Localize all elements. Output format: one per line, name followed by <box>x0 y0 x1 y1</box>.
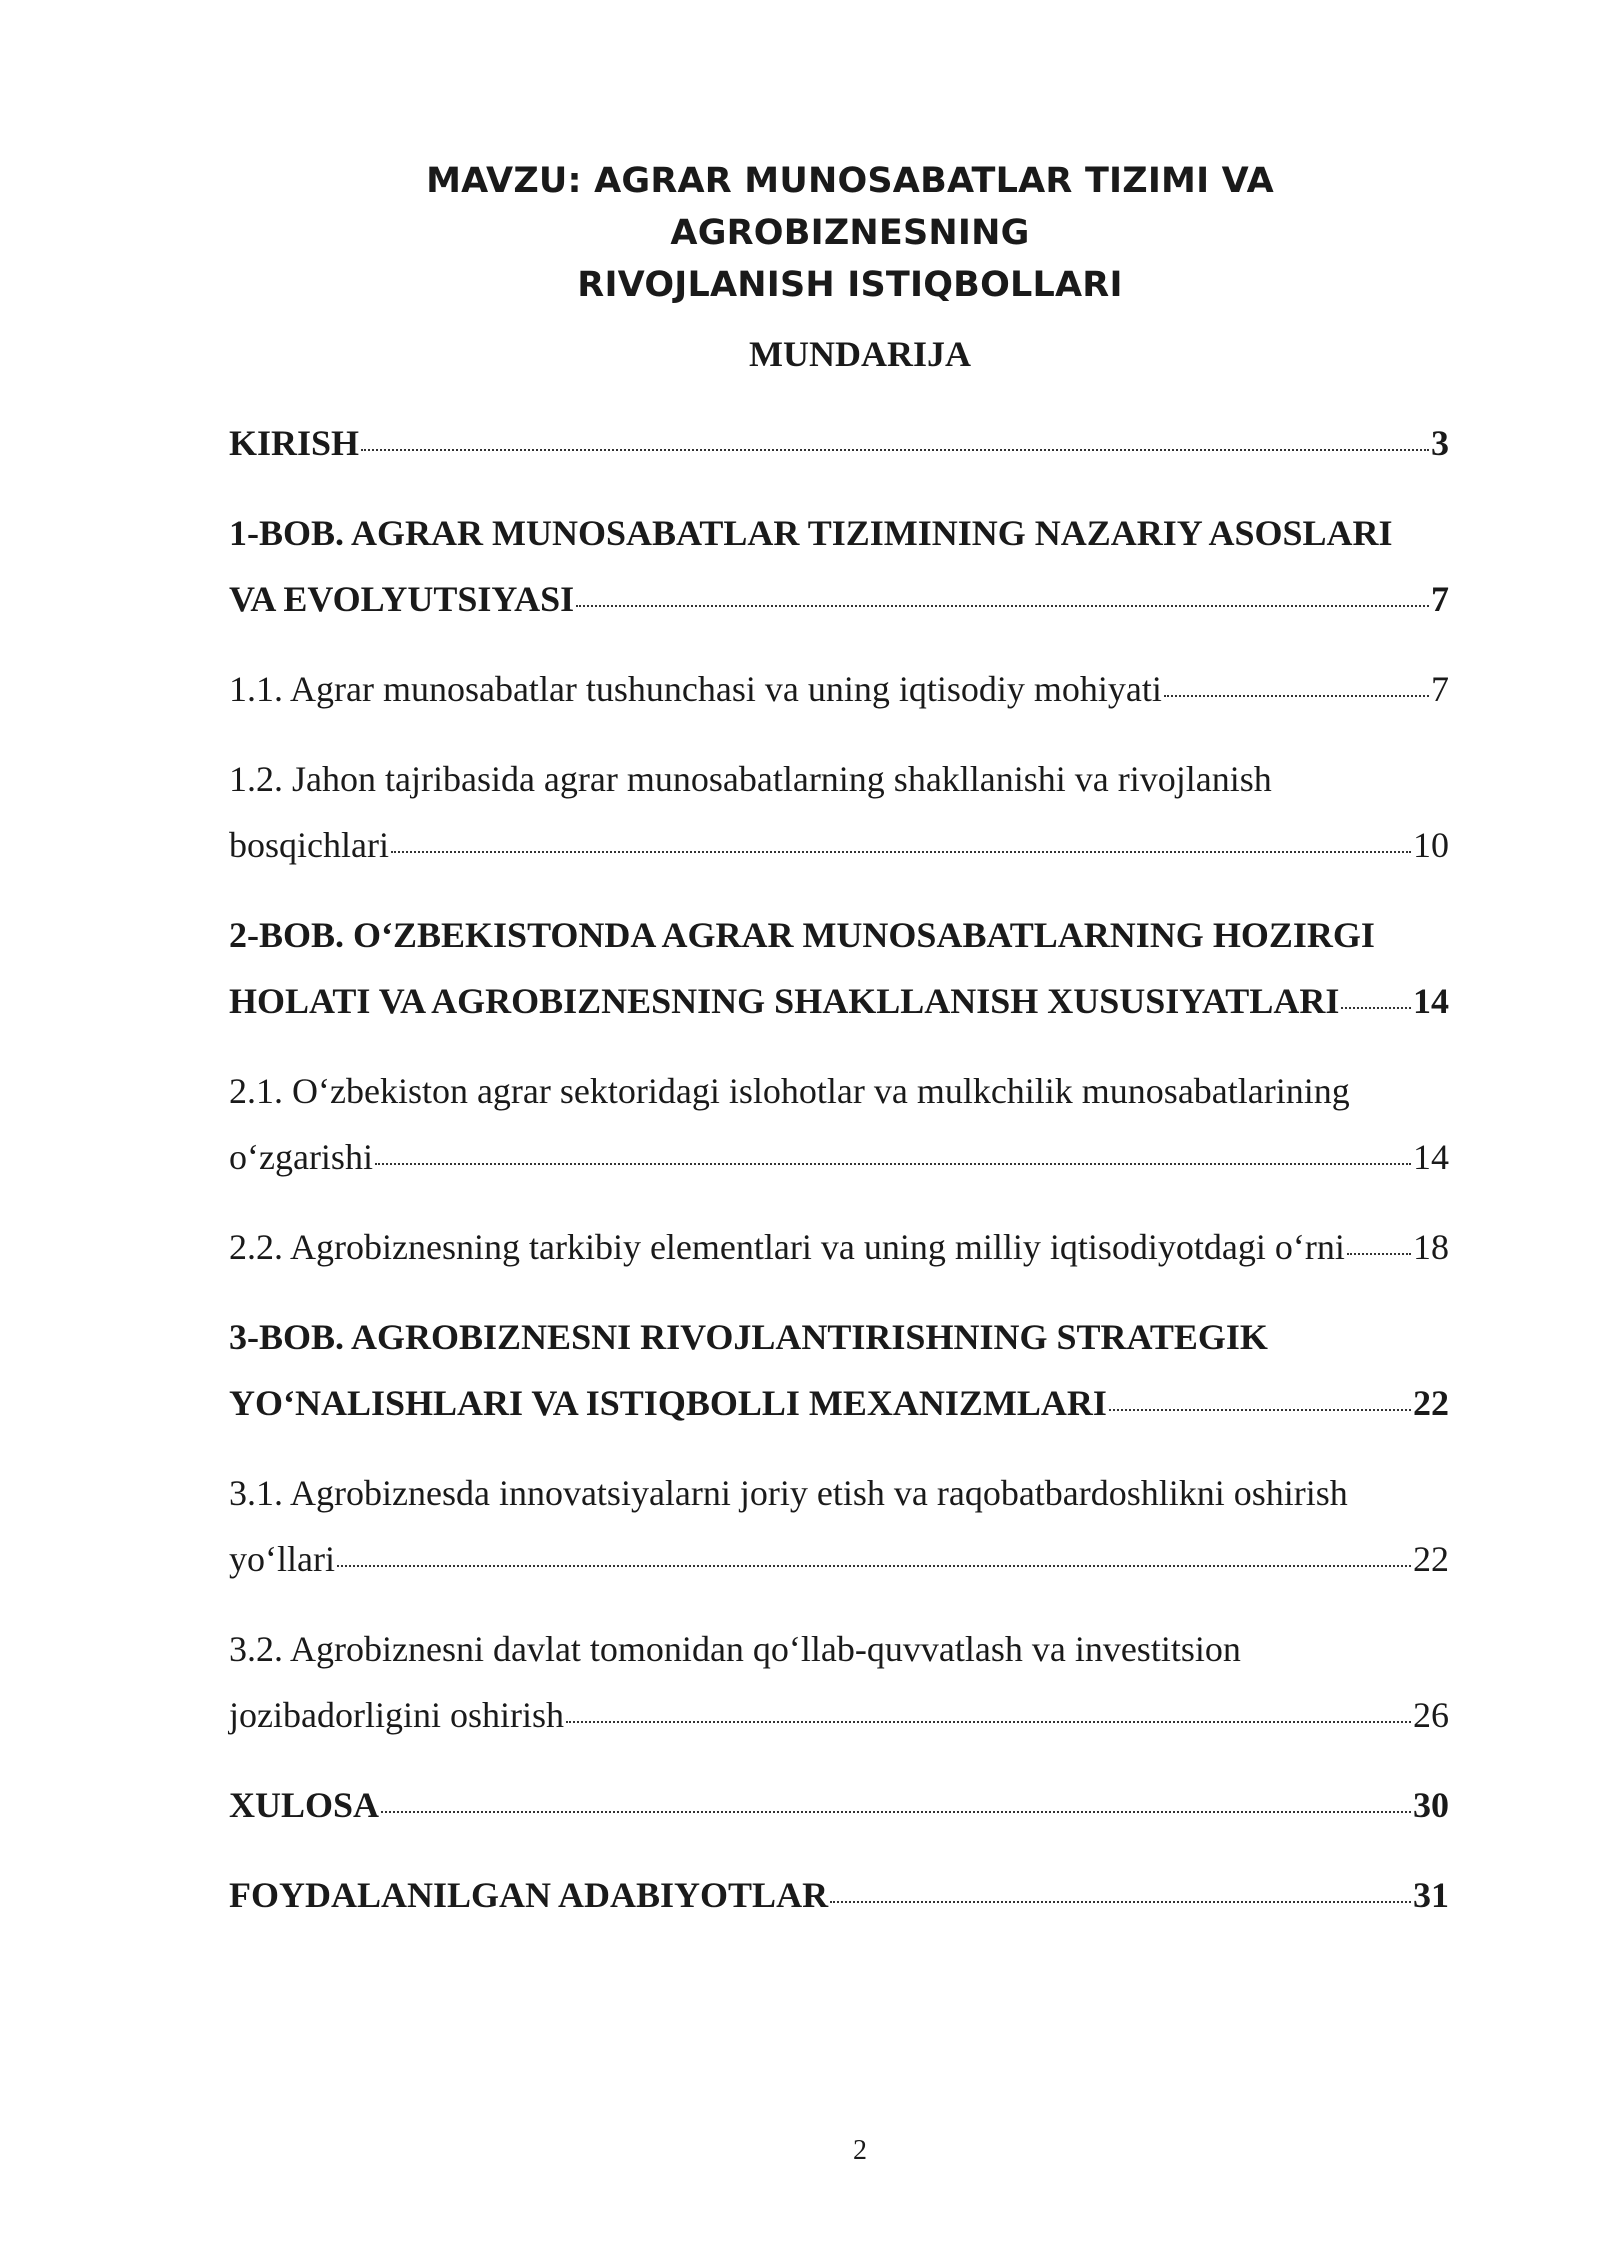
toc-page-number: 26 <box>1413 1695 1449 1735</box>
toc-entry-section-2-2[interactable] <box>229 1214 1449 1280</box>
toc-entry-text: 1.1. Agrar munosabatlar tushunchasi va uning iqtisodiy mohiyati <box>229 669 1162 709</box>
toc-entry-text-line-1: 1-BOB. AGRAR MUNOSABATLAR TIZIMINING NAZARIY ASOSLARI <box>229 513 1393 553</box>
toc-page-number: 22 <box>1413 1383 1449 1423</box>
toc-entry-text-line-2: jozibadorligini oshirish <box>229 1695 564 1735</box>
document-title-line-1: MAVZU: AGRAR MUNOSABATLAR TIZIMI VA AGROBIZNESNING <box>426 161 1274 253</box>
toc-entry-text-line-2: yo‘llari <box>229 1539 335 1579</box>
dot-leader <box>830 1901 1411 1903</box>
dot-leader <box>391 851 1411 853</box>
toc-heading: MUNDARIJA <box>749 334 971 374</box>
dot-leader <box>375 1163 1411 1165</box>
toc-page-number: 31 <box>1413 1875 1449 1915</box>
toc-page-number: 10 <box>1413 825 1449 865</box>
dot-leader <box>1341 1007 1411 1009</box>
dot-leader <box>381 1811 1411 1813</box>
toc-entry-kirish[interactable] <box>229 410 1449 476</box>
dot-leader <box>361 449 1429 451</box>
toc-entry-section-1-1[interactable] <box>229 656 1449 722</box>
toc-page-number: 18 <box>1413 1227 1449 1267</box>
toc-entry-section-1-2[interactable] <box>229 746 1449 878</box>
toc-entry-text-line-1: 1.2. Jahon tajribasida agrar munosabatlarning shakllanishi va rivojlanish <box>229 759 1272 799</box>
toc-entry-section-3-2[interactable] <box>229 1616 1449 1748</box>
toc-entry-chapter-2[interactable] <box>229 902 1449 1034</box>
toc-entry-text: KIRISH <box>229 423 360 463</box>
dot-leader <box>1109 1409 1411 1411</box>
toc-entry-chapter-1[interactable] <box>229 500 1449 632</box>
toc-entry-text-line-2: VA EVOLYUTSIYASI <box>229 579 575 619</box>
toc-entry-text-line-1: 3-BOB. AGROBIZNESNI RIVOJLANTIRISHNING STRATEGIK <box>229 1317 1268 1357</box>
toc-entry-text: XULOSA <box>229 1785 380 1825</box>
table-of-contents <box>229 410 1449 1928</box>
toc-entry-text-line-1: 3.2. Agrobiznesni davlat tomonidan qo‘llab-quvvatlash va investitsion <box>229 1629 1241 1669</box>
toc-entry-xulosa[interactable] <box>229 1772 1449 1838</box>
toc-entry-text-line-2: HOLATI VA AGROBIZNESNING SHAKLLANISH XUSUSIYATLARI <box>229 981 1340 1021</box>
toc-page-number: 7 <box>1431 579 1449 619</box>
dot-leader <box>566 1721 1411 1723</box>
toc-entry-text-line-2: YO‘NALISHLARI VA ISTIQBOLLI MEXANIZMLARI <box>229 1383 1107 1423</box>
toc-page-number: 14 <box>1413 981 1449 1021</box>
dot-leader <box>576 605 1429 607</box>
toc-entry-section-3-1[interactable] <box>229 1460 1449 1592</box>
page-number: 2 <box>853 2135 867 2166</box>
toc-entry-text-line-2: o‘zgarishi <box>229 1137 373 1177</box>
document-title <box>270 155 1430 311</box>
dot-leader <box>1164 695 1429 697</box>
toc-entry-text-line-1: 2-BOB. O‘ZBEKISTONDA AGRAR MUNOSABATLARNING HOZIRGI <box>229 915 1375 955</box>
toc-entry-text: FOYDALANILGAN ADABIYOTLAR <box>229 1875 829 1915</box>
document-title-line-2: RIVOJLANISH ISTIQBOLLARI <box>577 265 1123 305</box>
dot-leader <box>337 1565 1411 1567</box>
toc-page-number: 7 <box>1431 669 1449 709</box>
toc-entry-text-line-1: 2.1. O‘zbekiston agrar sektoridagi islohotlar va mulkchilik munosabatlarining <box>229 1071 1350 1111</box>
toc-page-number: 30 <box>1413 1785 1449 1825</box>
toc-entry-text: 2.2. Agrobiznesning tarkibiy elementlari va uning milliy iqtisodiyotdagi o‘rni <box>229 1227 1345 1267</box>
toc-entry-text-line-1: 3.1. Agrobiznesda innovatsiyalarni joriy etish va raqobatbardoshlikni oshirish <box>229 1473 1348 1513</box>
toc-page-number: 22 <box>1413 1539 1449 1579</box>
toc-entry-text-line-2: bosqichlari <box>229 825 389 865</box>
toc-page-number: 14 <box>1413 1137 1449 1177</box>
toc-entry-section-2-1[interactable] <box>229 1058 1449 1190</box>
dot-leader <box>1347 1253 1411 1255</box>
toc-entry-chapter-3[interactable] <box>229 1304 1449 1436</box>
toc-page-number: 3 <box>1431 423 1449 463</box>
toc-entry-adabiyotlar[interactable] <box>229 1862 1449 1928</box>
